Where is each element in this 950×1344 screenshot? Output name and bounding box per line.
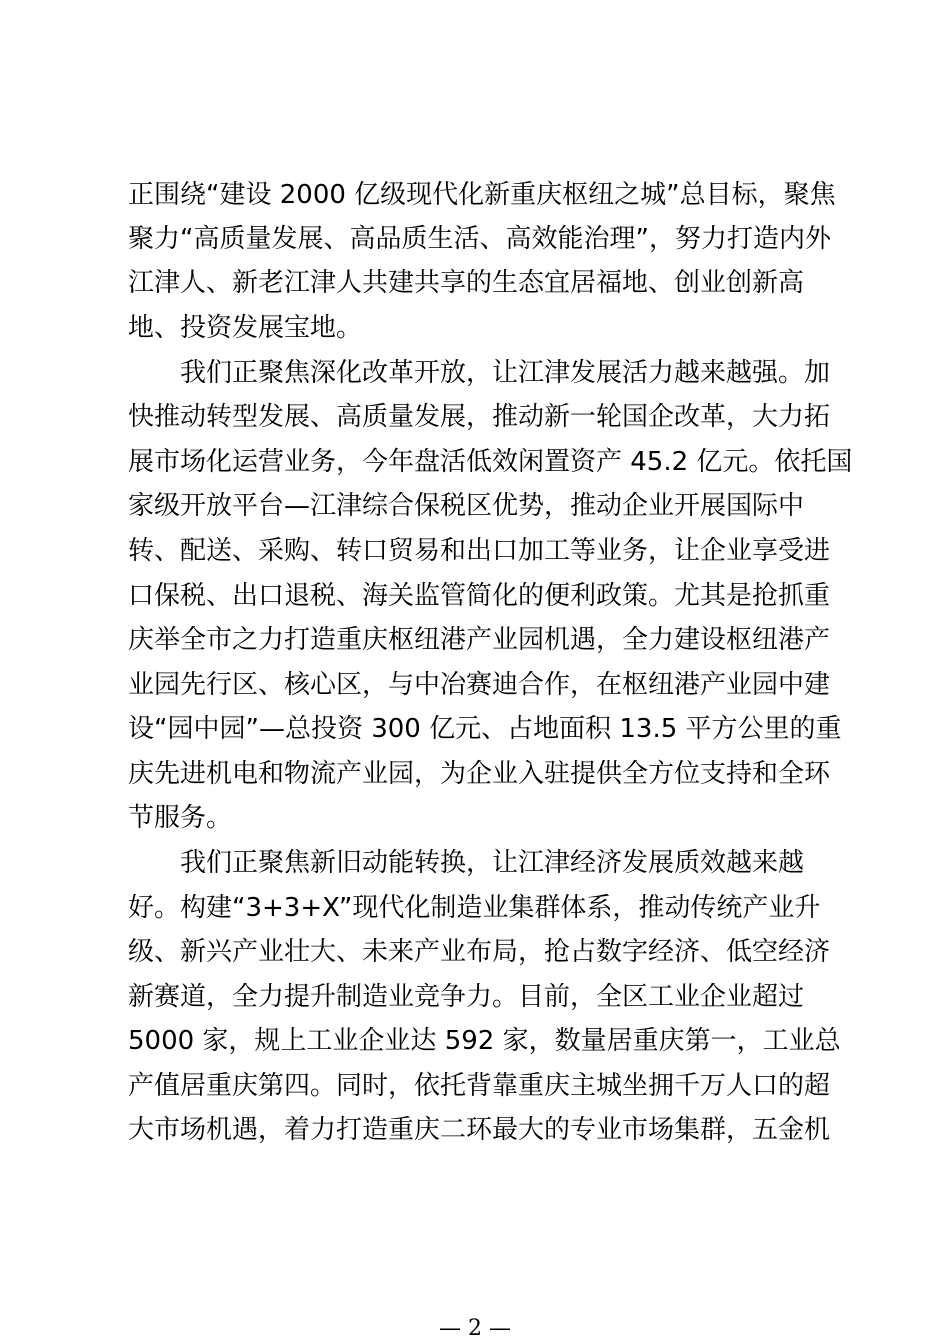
text-line: 级、新兴产业壮大、未来产业布局，抢占数字经济、低空经济 — [128, 937, 831, 967]
text-line: 地、投资发展宝地。 — [128, 313, 363, 343]
page-number: — 2 — — [439, 1316, 511, 1341]
text-line: 节服务。 — [128, 803, 233, 833]
paragraph-first-line: 我们正聚焦深化改革开放，让江津发展活力越来越强。加 — [180, 358, 831, 388]
text-line: 正围绕“建设 2000 亿级现代化新重庆枢纽之城”总目标，聚焦 — [128, 180, 836, 210]
text-line: 业园先行区、核心区，与中冶赛迪合作，在枢纽港产业园中建 — [128, 670, 831, 700]
text-line: 大市场机遇，着力打造重庆二环最大的专业市场集群，五金机 — [128, 1115, 831, 1145]
text-line: 新赛道，全力提升制造业竞争力。目前，全区工业企业超过 — [128, 982, 805, 1012]
text-line: 庆举全市之力打造重庆枢纽港产业园机遇，全力建设枢纽港产 — [128, 625, 831, 655]
text-line: 设“园中园”—总投资 300 亿元、占地面积 13.5 平方公里的重 — [128, 714, 842, 744]
text-line: 口保税、出口退税、海关监管简化的便利政策。尤其是抢抓重 — [128, 581, 831, 611]
text-line: 展市场化运营业务，今年盘活低效闲置资产 45.2 亿元。依托国 — [128, 447, 853, 477]
text-line: 转、配送、采购、转口贸易和出口加工等业务，让企业享受进 — [128, 536, 831, 566]
text-line: 家级开放平台—江津综合保税区优势，推动企业开展国际中 — [128, 491, 805, 521]
text-line: 快推动转型发展、高质量发展，推动新一轮国企改革，大力拓 — [128, 402, 831, 432]
text-line: 产值居重庆第四。同时，依托背靠重庆主城坐拥千万人口的超 — [128, 1071, 831, 1101]
text-line: 江津人、新老江津人共建共享的生态宜居福地、创业创新高 — [128, 268, 805, 298]
paragraph-first-line: 我们正聚焦新旧动能转换，让江津经济发展质效越来越 — [180, 848, 805, 878]
text-line: 庆先进机电和物流产业园，为企业入驻提供全方位支持和全环 — [128, 759, 831, 789]
text-line: 5000 家，规上工业企业达 592 家，数量居重庆第一，工业总 — [128, 1026, 841, 1056]
text-line: 好。构建“3+3+X”现代化制造业集群体系，推动传统产业升 — [128, 893, 821, 923]
text-line: 聚力“高质量发展、高品质生活、高效能治理”，努力打造内外 — [128, 224, 831, 254]
